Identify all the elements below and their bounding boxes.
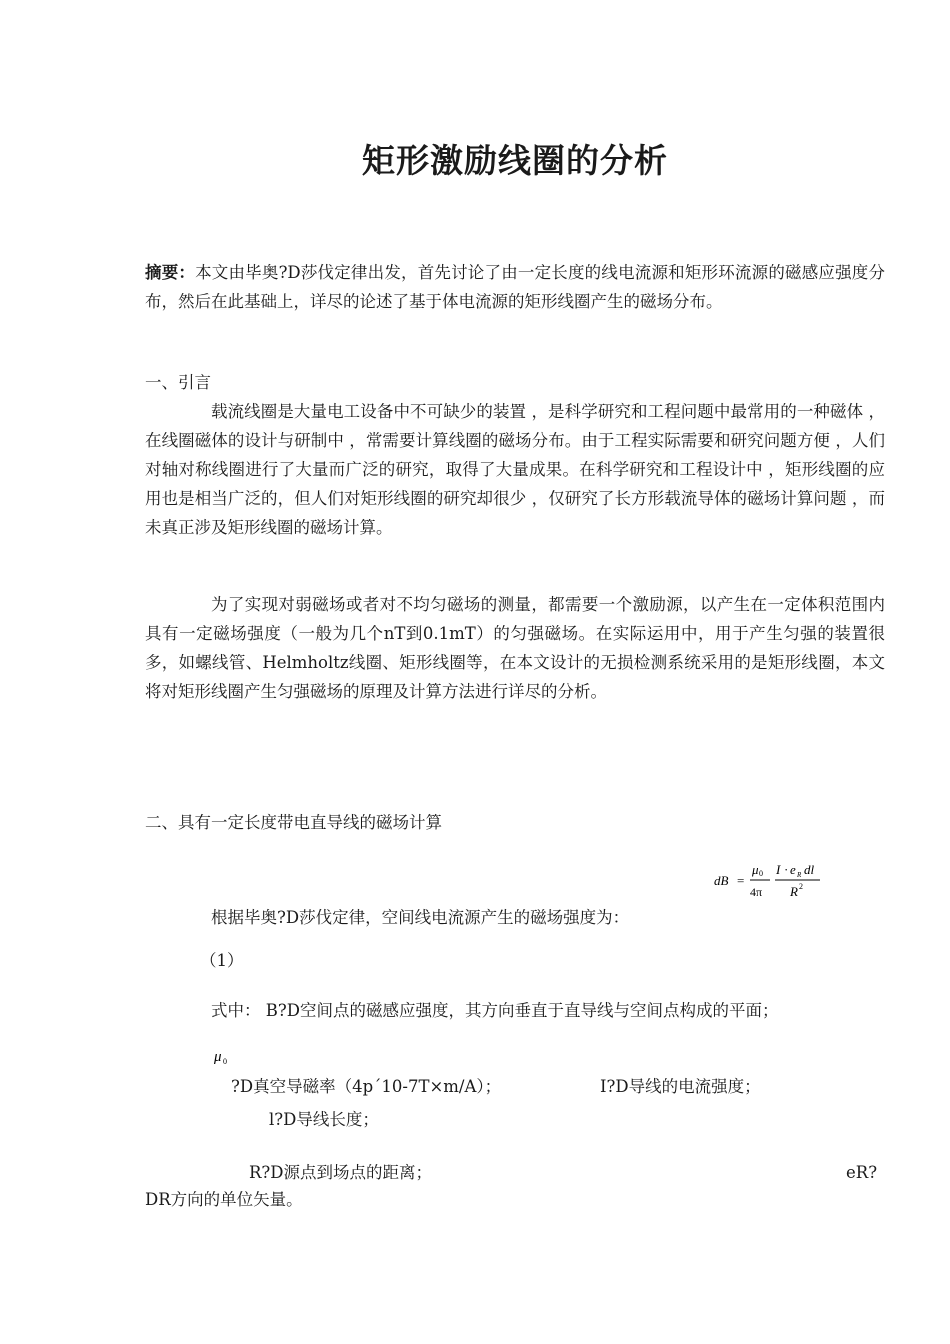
distance-definition: R?D源点到场点的距离； <box>249 1163 432 1182</box>
intro-paragraph-2: 为了实现对弱磁场或者对不均匀磁场的测量，都需要一个激励源，以产生在一定体积范围内具有一定磁场强度（一般为几个nT到0.1mT）的匀强磁场。在实际运用中，用于产生匀强的装置很多，如螺线管、Helmholtz线圈、矩形线圈等，在本文设计的无损检测系统采用的是矩形线圈，本文将对矩形线圈产生匀强磁场的原理及计算方法进行详尽的分析。 <box>145 595 885 701</box>
biot-savart-formula <box>712 858 832 904</box>
mu-zero-symbol <box>213 1046 235 1068</box>
equation-number: （1） <box>200 951 244 970</box>
formula-unit-vector-sub: R <box>797 871 802 879</box>
formula-dot: · <box>784 862 789 877</box>
abstract-label: 摘要： <box>145 263 196 282</box>
where-definition-b: 式中： B?D空间点的磁感应强度，其方向垂直于直导线与空间点构成的平面； <box>211 1001 779 1020</box>
abstract-paragraph <box>145 258 885 316</box>
section-heading-introduction: 一、引言 <box>145 373 211 392</box>
length-definition: l?D导线长度； <box>269 1110 379 1129</box>
intro-paragraph-1: 载流线圈是大量电工设备中不可缺少的装置 ，是科学研究和工程问题中最常用的一种磁体 ，在线圈磁体的设计与研制中 ，常需要计算线圈的磁场分布。由于工程实际需要和研究问题方便 ，人们对轴对称线圈进行了大量而广泛的研究，取得了大量成果。在科学研究和工程设计中 ，矩形线圈的应用也是相当广泛的，但人们对矩形线圈的研究却很少 ，仅研究了长方形载流导体的磁场计算问题 ，而未真正涉及矩形线圈的磁场计算。 <box>145 402 885 537</box>
formula-lhs: dB <box>714 873 729 888</box>
mu-symbol-base: μ <box>214 1049 222 1065</box>
abstract-text: 本文由毕奥?D莎伐定律出发，首先讨论了由一定长度的线电流源和矩形环流源的磁感应强度分布，然后在此基础上，详尽的论述了基于体电流源的矩形线圈产生的磁场分布。 <box>145 263 886 311</box>
document-title: 矩形激励线圈的分析 <box>362 141 668 180</box>
unit-vector-definition-start: eR? <box>846 1163 878 1182</box>
current-definition: I?D导线的电流强度； <box>600 1077 761 1096</box>
formula-mu-sub: 0 <box>759 869 763 878</box>
formula-unit-vector: e <box>790 862 796 877</box>
formula-dl: dl <box>804 862 815 877</box>
formula-four-pi: 4π <box>750 885 763 899</box>
biot-savart-intro: 根据毕奥?D莎伐定律，空间线电流源产生的磁场强度为： <box>211 908 630 927</box>
section-heading-straight-wire: 二、具有一定长度带电直导线的磁场计算 <box>145 813 442 832</box>
mu-symbol-sub: 0 <box>223 1057 227 1066</box>
formula-equals: = <box>737 873 745 888</box>
formula-distance: R <box>790 884 798 899</box>
unit-vector-definition-end: DR方向的单位矢量。 <box>145 1190 303 1209</box>
mu-definition: ?D真空导磁率（4p´10-7T×m/A）； <box>231 1077 502 1096</box>
formula-current: I <box>776 862 781 877</box>
formula-mu: μ <box>752 862 759 877</box>
formula-distance-exponent: 2 <box>799 882 803 891</box>
